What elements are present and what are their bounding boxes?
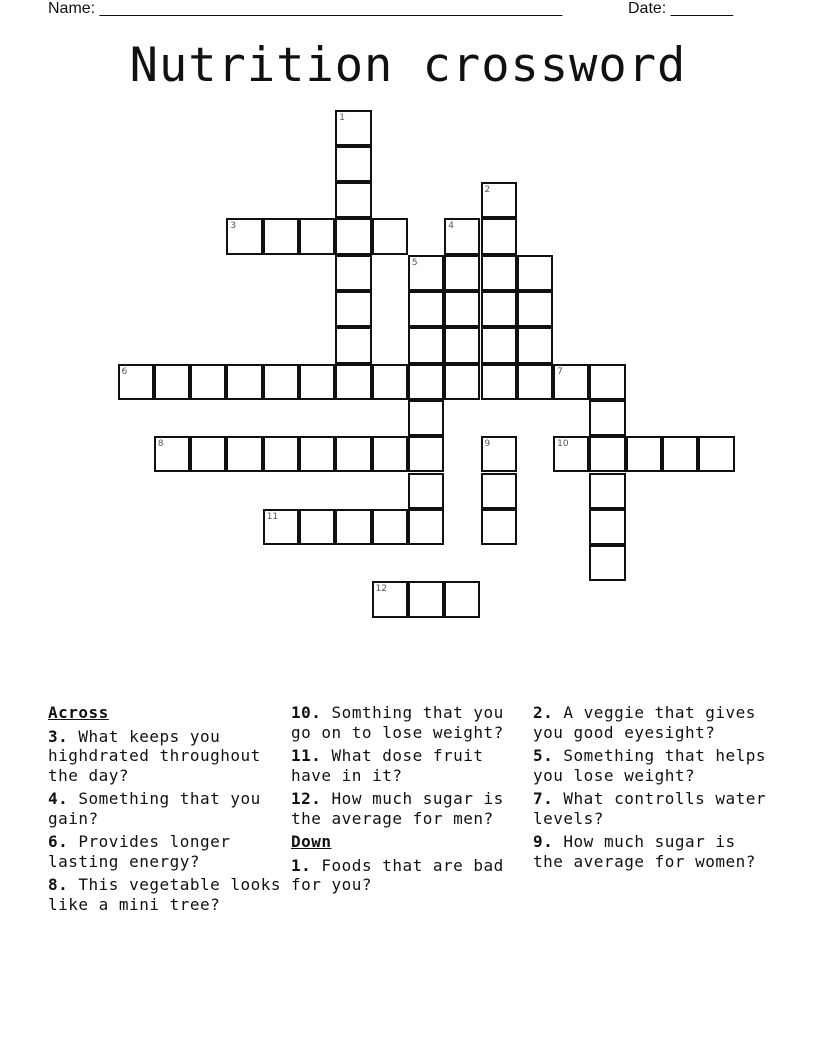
clue-across-4 bbox=[48, 789, 284, 828]
crossword-cell[interactable] bbox=[372, 581, 408, 617]
crossword-cell[interactable] bbox=[335, 110, 371, 146]
clues-column-3 bbox=[533, 703, 769, 875]
crossword-cell[interactable] bbox=[190, 436, 226, 472]
clue-number: 5. bbox=[533, 746, 554, 765]
crossword-cell[interactable] bbox=[190, 364, 226, 400]
name-field[interactable]: Name: ____________________________________________________ bbox=[48, 0, 563, 17]
cell-number: 3 bbox=[230, 221, 237, 232]
crossword-cell[interactable] bbox=[299, 364, 335, 400]
clue-number: 1. bbox=[291, 855, 312, 875]
crossword-cell[interactable] bbox=[335, 509, 371, 545]
crossword-cell[interactable] bbox=[408, 400, 444, 436]
page-title: Nutrition crossword bbox=[129, 38, 687, 93]
crossword-cell[interactable] bbox=[481, 291, 517, 327]
crossword-cell[interactable] bbox=[481, 218, 517, 254]
crossword-cell[interactable] bbox=[481, 436, 517, 472]
clue-across-11 bbox=[291, 746, 527, 785]
crossword-cell[interactable] bbox=[481, 473, 517, 509]
crossword-cell[interactable] bbox=[226, 364, 262, 400]
crossword-cell[interactable] bbox=[263, 364, 299, 400]
crossword-cell[interactable] bbox=[589, 545, 625, 581]
date-field[interactable]: Date: _______ bbox=[628, 0, 733, 17]
cell-number: 11 bbox=[266, 511, 279, 522]
crossword-cell[interactable] bbox=[517, 255, 553, 291]
crossword-cell[interactable] bbox=[335, 364, 371, 400]
across-heading: Across bbox=[48, 703, 109, 722]
crossword-cell[interactable] bbox=[299, 218, 335, 254]
crossword-cell[interactable] bbox=[553, 436, 589, 472]
crossword-cell[interactable] bbox=[589, 509, 625, 545]
crossword-cell[interactable] bbox=[589, 400, 625, 436]
cell-number: 7 bbox=[557, 366, 563, 377]
clue-text: What dose fruit have in it? bbox=[291, 746, 484, 785]
cell-number: 12 bbox=[375, 584, 388, 595]
clue-across-12 bbox=[291, 789, 527, 828]
clue-number: 12. bbox=[291, 789, 322, 808]
clue-number: 6. bbox=[48, 832, 69, 851]
crossword-cell[interactable] bbox=[444, 255, 480, 291]
clue-text: Something that helps you lose weight? bbox=[533, 746, 767, 785]
crossword-cell[interactable] bbox=[408, 436, 444, 472]
clue-text: Something that you gain? bbox=[48, 789, 261, 828]
crossword-cell[interactable] bbox=[444, 218, 480, 254]
cell-number: 6 bbox=[121, 366, 128, 377]
crossword-cell[interactable] bbox=[226, 436, 262, 472]
cell-number: 1 bbox=[339, 112, 346, 123]
crossword-cell[interactable] bbox=[226, 218, 262, 254]
clue-down-5 bbox=[533, 746, 769, 785]
crossword-cell[interactable] bbox=[444, 581, 480, 617]
crossword-cell[interactable] bbox=[408, 473, 444, 509]
clue-across-6 bbox=[48, 832, 284, 871]
crossword-cell[interactable] bbox=[263, 509, 299, 545]
crossword-cell[interactable] bbox=[335, 327, 371, 363]
crossword-cell[interactable] bbox=[335, 291, 371, 327]
clue-text: What keeps you highdrated throughout the day? bbox=[48, 726, 261, 785]
cell-number: 5 bbox=[411, 257, 418, 268]
clue-text: Somthing that you go on to lose weight? bbox=[291, 703, 504, 742]
clue-number: 7. bbox=[533, 789, 554, 808]
crossword-cell[interactable] bbox=[372, 218, 408, 254]
clue-number: 10. bbox=[291, 703, 322, 722]
clue-text: A veggie that gives you good eyesight? bbox=[533, 703, 756, 742]
crossword-cell[interactable] bbox=[662, 436, 698, 472]
crossword-cell[interactable] bbox=[263, 218, 299, 254]
crossword-cell[interactable] bbox=[589, 364, 625, 400]
crossword-cell[interactable] bbox=[444, 291, 480, 327]
crossword-cell[interactable] bbox=[553, 364, 589, 400]
clue-text: How much sugar is the average for men? bbox=[291, 789, 504, 828]
clue-number: 9. bbox=[533, 832, 554, 851]
crossword-cell[interactable] bbox=[335, 436, 371, 472]
crossword-cell[interactable] bbox=[481, 364, 517, 400]
clues-column-1 bbox=[48, 703, 284, 918]
crossword-cell[interactable] bbox=[444, 327, 480, 363]
crossword-cell[interactable] bbox=[335, 182, 371, 218]
crossword-cell[interactable] bbox=[335, 146, 371, 182]
crossword-cell[interactable] bbox=[444, 364, 480, 400]
crossword-cell[interactable] bbox=[372, 509, 408, 545]
crossword-cell[interactable] bbox=[299, 436, 335, 472]
crossword-cell[interactable] bbox=[372, 364, 408, 400]
clue-number: 11. bbox=[291, 746, 322, 765]
clue-text: Provides longer lasting energy? bbox=[48, 832, 231, 871]
crossword-cell[interactable] bbox=[517, 291, 553, 327]
cell-number: 9 bbox=[484, 439, 491, 450]
crossword-cell[interactable] bbox=[408, 364, 444, 400]
clue-down-9 bbox=[533, 832, 769, 871]
crossword-cell[interactable] bbox=[517, 364, 553, 400]
crossword-cell[interactable] bbox=[335, 255, 371, 291]
crossword-cell[interactable] bbox=[263, 436, 299, 472]
clue-text: Foods that are bad for you? bbox=[291, 855, 504, 894]
crossword-cell[interactable] bbox=[408, 291, 444, 327]
crossword-cell[interactable] bbox=[154, 436, 190, 472]
crossword-cell[interactable] bbox=[698, 436, 734, 472]
crossword-cell[interactable] bbox=[481, 182, 517, 218]
cell-number: 10 bbox=[557, 439, 569, 450]
crossword-cell[interactable] bbox=[589, 436, 625, 472]
crossword-cell[interactable] bbox=[517, 327, 553, 363]
down-heading: Down bbox=[291, 832, 332, 851]
crossword-cell[interactable] bbox=[589, 473, 625, 509]
crossword-cell[interactable] bbox=[118, 364, 154, 400]
clue-number: 4. bbox=[48, 789, 69, 808]
crossword-cell[interactable] bbox=[154, 364, 190, 400]
clue-text: What controlls water levels? bbox=[533, 789, 767, 828]
crossword-cell[interactable] bbox=[481, 327, 517, 363]
clue-text: How much sugar is the average for women? bbox=[533, 832, 756, 871]
clue-number: 8. bbox=[48, 875, 69, 894]
crossword-cell[interactable] bbox=[408, 255, 444, 291]
clue-number: 3. bbox=[48, 726, 69, 746]
crossword-cell[interactable] bbox=[335, 218, 371, 254]
crossword-cell[interactable] bbox=[408, 327, 444, 363]
crossword-cell[interactable] bbox=[626, 436, 662, 472]
clue-across-3 bbox=[48, 727, 284, 786]
cell-number: 2 bbox=[484, 185, 491, 196]
crossword-cell[interactable] bbox=[481, 255, 517, 291]
clue-across-8 bbox=[48, 875, 284, 914]
cell-number: 8 bbox=[157, 439, 164, 450]
clue-down-2 bbox=[533, 703, 769, 742]
clues-column-2 bbox=[291, 703, 527, 899]
crossword-cell[interactable] bbox=[299, 509, 335, 545]
clue-across-10 bbox=[291, 703, 527, 742]
crossword-cell[interactable] bbox=[481, 509, 517, 545]
crossword-cell[interactable] bbox=[408, 581, 444, 617]
clue-down-7 bbox=[533, 789, 769, 828]
cell-number: 4 bbox=[448, 221, 454, 232]
clue-number: 2. bbox=[533, 703, 554, 722]
clue-down-1 bbox=[291, 856, 527, 895]
clue-text: This vegetable looks like a mini tree? bbox=[48, 875, 282, 914]
crossword-cell[interactable] bbox=[408, 509, 444, 545]
crossword-cell[interactable] bbox=[372, 436, 408, 472]
